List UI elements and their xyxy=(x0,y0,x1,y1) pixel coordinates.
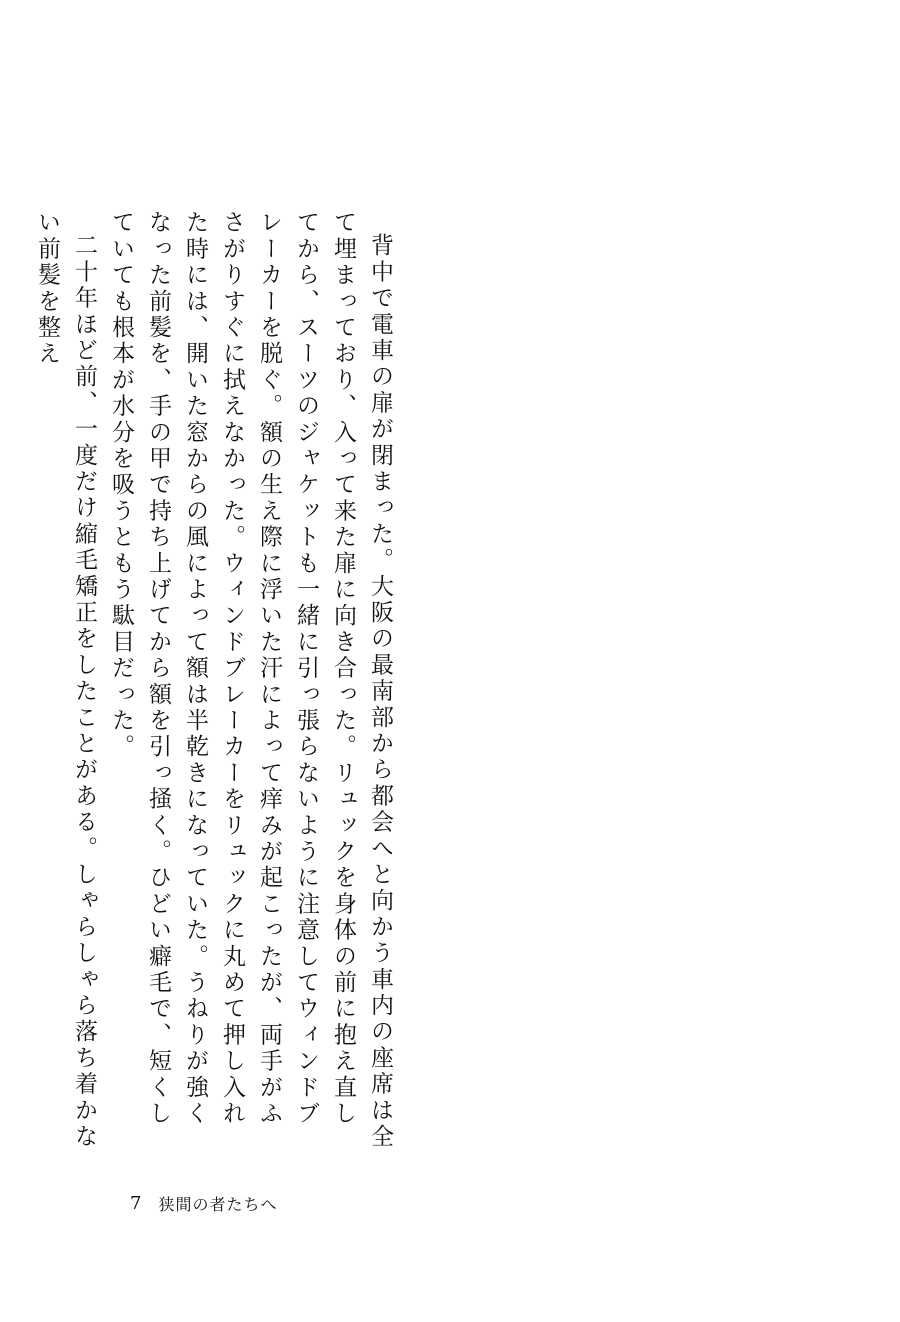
running-title: 狭間の者たちへ xyxy=(158,1194,278,1214)
body-text xyxy=(34,210,398,1150)
page-footer xyxy=(130,1188,277,1218)
page-number: 7 xyxy=(130,1192,143,1214)
paragraph-2: 二十年ほど前、一度だけ縮毛矯正をしたことがある。しゃらしゃら落ち着かない前髪を整え xyxy=(34,210,97,1150)
paragraph-1: 背中で電車の扉が閉まった。大阪の最南部から都会へと向かう車内の座席は全て埋まっており、入って来た扉に向き合った。リュックを身体の前に抱え直してから、スーツのジャケットも一緒に引っ張らないように注意してウィンドブレーカーを脱ぐ。額の生え際に浮いた汗によって痒みが起こったが、両手がふさがりすぐに拭えなかった。ウィンドブレーカーをリュックに丸めて押し入れた時には、開いた窓からの風によって額は半乾きになっていた。うねりが強くなった前髪を、手の甲で持ち上げてから額を引っ掻く。ひどい癖毛で、短くしていても根本が水分を吸うともう駄目だった。 xyxy=(108,210,393,1150)
